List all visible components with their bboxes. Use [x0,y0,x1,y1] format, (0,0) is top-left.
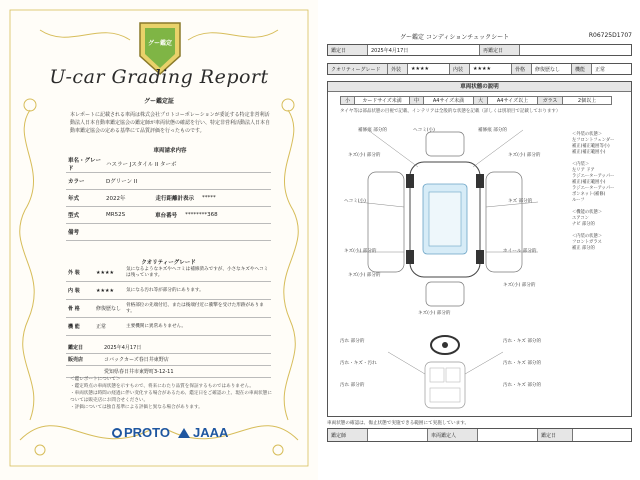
row-value: Dグリーン II [106,179,138,185]
side-list-item: ボンネット(補修) [572,192,606,197]
grade-row [66,318,271,336]
vehicle-section-heading: 車両請求内容 [153,148,187,154]
sign-value [368,429,428,441]
interior-label: 内装 [450,64,470,74]
row-key: 車名・グレード [68,158,102,172]
proto-logo [112,425,170,440]
side-list-item: ＜外装の状態＞ [572,132,603,137]
interior-label: 汚れ・キズ 部分的 [503,361,542,366]
condition-check-sheet [320,0,640,480]
grade-row [66,300,271,318]
side-list-item: ラジエーターアッパー [572,174,615,179]
certificate-notes [70,376,275,411]
row-key: 備考 [68,230,80,236]
grade-key: 内 装 [68,288,80,294]
size-legend [340,96,612,105]
notes-heading: ＜鑑レポートについて＞ [70,377,121,382]
grade-stars: 正常 [96,323,107,330]
vehicle-condition-diagram [327,81,632,417]
row-value: MR52S [106,212,126,218]
damage-label-pillar-left: キズ(小) 部分的 [348,153,381,158]
sign-value [573,429,631,441]
interior-label: 汚れ・キズ 部分的 [503,383,542,388]
function-label: 機能 [572,64,592,74]
exterior-value: ★★★★ [408,64,450,74]
legend-cell: カードサイズ未満 [355,97,410,104]
side-list-item: ＜内装の状態＞ [572,234,603,239]
damage-label-front: ヘコミ(小) [413,128,435,133]
interior-label: 汚れ・キズ・汚れ [340,361,377,366]
side-list-item: ＜機能の状態＞ [572,210,603,215]
proto-logo-text: PROTO [124,425,170,440]
jaaa-logo-text: JAAA [193,425,229,440]
frame-label: 骨格 [512,64,532,74]
diagram-heading: 車両状態の説明 [328,82,631,92]
row-value-2: ***** [202,195,216,201]
sheet-footer-note: 車両状態の確認は、傷止状態で実施できる範囲にて実施しています。 [327,421,470,426]
legend-cell: ガラス [538,97,563,104]
side-list-item: ＜内装＞ [572,162,590,167]
date-value: 2025年4月17日 [368,45,480,55]
frame-value: 修復歴なし [532,64,572,74]
table-row [66,207,271,224]
grade-stars: 修復歴なし [96,305,122,312]
grade-key: 機 能 [68,324,80,330]
diagram-note: タイヤ等は部品状態の目視で記載、インテリアは全般的な状態を記載（詳しくは別項目で記載しております） [340,109,561,114]
legend-cell: A4サイズ以上 [488,97,538,104]
row-key-2: 車台番号 [155,213,178,219]
info-value: 2025年4月17日 [104,345,142,351]
damage-label-rear-fender-left: キズ(小) 部分的 [348,273,381,278]
row-key: 型式 [68,213,80,219]
sign-value [478,429,538,441]
grade-key: 外 装 [68,270,80,276]
sign-label: 車両鑑定人 [428,429,478,441]
date-label: 鑑定日 [328,45,368,55]
certificate-intro: 本レポートに記載される車両は株式会社プロトコーポレーションが委託する特定非営利活動法人日本自動車鑑定協会の鑑定師が車両状態の確認を行い、特定非営利活動法人日本自動車鑑定協会の定める基準にて品質評価を行ったものです。 [70,112,271,134]
info-value: コバックカーズ春日井東野店 [104,357,169,363]
side-list-item: ラジエーターアッパー [572,186,615,191]
jaaa-logo [178,425,228,440]
grade-key: 骨 格 [68,306,80,312]
note-line: ・鑑定時点の車両状態を示すもので、将来にわたり品質を保証するものではありません。 [70,384,254,389]
grade-desc: 主要機関に異常ありません。 [126,323,186,329]
grade-stars: ★★★★ [96,269,114,276]
grade-desc: 気になる汚れ等が部分的にあります。 [126,287,204,293]
quality-label: クオリティーグレード [328,64,388,74]
row-key-2: 走行距離計表示 [155,196,195,202]
side-list-item: 補正 部分的 [572,246,595,251]
damage-label-door-left: ヘコミ(小) [344,199,366,204]
damage-label-rear-fender-right: キズ(小) 部分的 [503,283,536,288]
certificate-subtitle: グー鑑定証 [143,98,174,105]
certificate-title: U-car Grading Report [49,66,269,88]
proto-logo-icon [112,428,122,438]
grading-certificate [0,0,318,480]
sign-label: 鑑定師 [328,429,368,441]
note-line: ・評価については独自基準による評価と異なる場合があります。 [70,405,203,410]
legend-cell: 小 [341,97,355,104]
table-row [66,190,271,207]
damage-label-front-right: 補修痕 部分的 [478,128,508,133]
function-value: 正常 [595,66,606,73]
side-list-item: 補正(補正範囲小) [572,180,606,185]
table-row [66,173,271,190]
info-key: 販売店 [68,357,84,363]
redo-label: 再鑑定日 [480,45,520,55]
quality-grade-table [66,264,271,336]
damage-label-rear-left: キズ(小) 部分的 [344,249,377,254]
row-value-2: ********368 [185,212,218,218]
signature-row [327,428,632,442]
table-row [66,224,271,241]
redo-value [520,45,631,55]
sheet-header [320,32,640,42]
legend-cell: 2個以上 [577,98,597,104]
info-row [66,354,271,366]
grade-desc: 気になるようなキズやヘコミは補修済みですが、小さなキズやヘコミは残っています。 [126,266,269,278]
side-list-item: 左リア ドア [572,168,595,173]
sign-label: 鑑定日 [538,429,573,441]
info-key: 鑑定日 [68,345,84,351]
sheet-title: グー鑑定 コンディションチェックシート [400,34,510,41]
condition-side-list [572,132,632,252]
note-line: ・車両状態は時間の経過に伴い変化する場合があるため、鑑定日をご確認の上、現在の車両状態については販売店にお問合せください。 [70,391,272,403]
badge-text: グー鑑定 [147,40,172,47]
grade-row [66,282,271,300]
grade-stars: ★★★★ [96,287,114,294]
sheet-id: R06725D1707 [588,32,632,39]
side-list-item: フロントガラス [572,240,602,245]
side-list-item: ルーフ [572,198,585,203]
info-row [66,342,271,354]
side-list-item: ナビ 部分的 [572,222,595,227]
interior-label: 汚れ・キズ 部分的 [503,339,542,344]
exterior-label: 外装 [388,64,408,74]
grade-desc: 骨格部位の先端付近、または後端付近に衝撃を受けた形跡があります。 [126,302,264,314]
grade-row [66,264,271,282]
jaaa-logo-icon [178,428,190,438]
damage-label-rear-right: ホイール 部分的 [503,249,537,254]
row-value: 2022年 [106,196,126,202]
vehicle-info-table [66,156,271,241]
side-list-item: 左フロントフェンダー [572,138,615,143]
side-list-item: 補正(補正範囲小) [572,150,606,155]
interior-label: 汚れ 部分的 [340,339,365,344]
row-value: ハスラー Jスタイル II ターボ [106,162,177,168]
row-key: 年式 [68,196,80,202]
info-value: 愛知県春日井市東野町3-12-11 [104,369,174,375]
date-row [327,44,632,56]
quality-grade-heading: クオリティーグレード [141,260,196,266]
side-list-item: エアコン [572,216,589,221]
damage-label-door-right: キズ 部分的 [508,199,533,204]
damage-label-front-left: 補修痕 部分的 [358,128,388,133]
dealer-info-table [66,342,271,378]
quality-row [327,63,632,75]
legend-cell: 大 [474,97,488,104]
damage-label-tail: キズ(小) 部分的 [418,311,451,316]
side-list-item: 補正(補正範囲等小) [572,144,610,149]
legend-cell: 中 [410,97,424,104]
interior-value: ★★★★ [470,64,512,74]
damage-label-pillar-right: キズ(小) 部分的 [508,153,541,158]
interior-label: 汚れ 部分的 [340,383,365,388]
row-key: カラー [68,179,85,185]
table-row [66,156,271,173]
legend-cell: A4サイズ未満 [424,97,474,104]
